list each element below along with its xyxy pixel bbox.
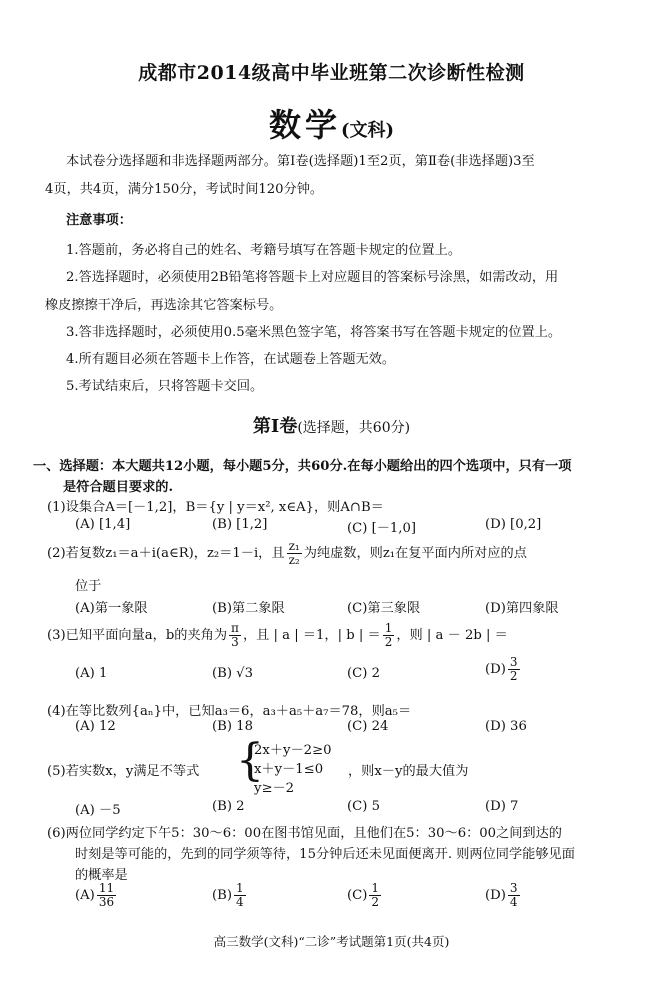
q6-option-c	[347, 882, 383, 909]
q4-option-d: (D) 36	[485, 719, 527, 734]
q3-stem-c: ，则 | a － 2b | ＝	[396, 628, 508, 643]
q2-stem-b: 为纯虚数，则z₁在复平面内所对应的点	[303, 546, 527, 561]
q3-stem-b: ，且 | a | ＝1，| b | ＝	[242, 628, 381, 643]
q3-fraction-angle	[229, 622, 241, 649]
q6-option-a-fraction	[97, 882, 116, 909]
q4-option-a: (A) 12	[75, 719, 116, 734]
section1-line-2: 是符合题目要求的.	[63, 480, 174, 495]
q3-option-d-num: 3	[509, 655, 518, 669]
q6-option-b-num: 1	[235, 881, 244, 895]
q6-option-d-label: (D)	[485, 888, 506, 903]
q6-option-b	[212, 882, 248, 909]
q1-stem: (1)设集合A＝[－1,2]，B＝{y | y＝x², x∈A}，则A∩B＝	[47, 500, 384, 515]
page-footer: 高三数学(文科)“二诊”考试题第1页(共4页)	[213, 934, 450, 949]
q6-stem-line-3: 的概率是	[75, 868, 128, 883]
q3-fraction-b	[383, 622, 395, 649]
q6-option-c-label: (C)	[347, 888, 368, 903]
note-3: 3.答非选择题时，必须使用0.5毫米黑色签字笔，将答案书写在答题卡规定的位置上。	[66, 325, 562, 340]
part1-heading	[0, 412, 663, 438]
q6-option-c-den: 2	[371, 895, 380, 909]
q3-option-d-label: (D)	[485, 662, 506, 677]
q5-option-d: (D) 7	[485, 799, 519, 814]
q6-option-d-den: 4	[509, 895, 518, 909]
section1-line-1: 一、选择题：本大题共12小题，每小题5分，共60分.在每小题给出的四个选项中，只有一项	[33, 459, 572, 474]
q2-option-d: (D)第四象限	[485, 601, 559, 616]
q2-stem-line-2: 位于	[75, 579, 102, 594]
q6-option-d-num: 3	[509, 881, 518, 895]
notes-heading: 注意事项：	[66, 213, 132, 228]
q6-option-b-label: (B)	[212, 888, 232, 903]
q6-option-a-num: 11	[98, 881, 115, 895]
q2-option-c: (C)第三象限	[347, 601, 421, 616]
note-1: 1.答题前，务必将自己的姓名、考籍号填写在答题卡规定的位置上。	[66, 243, 462, 258]
q6-option-a	[75, 882, 118, 909]
q5-option-c: (C) 5	[347, 799, 380, 814]
q3-fraction-angle-num: π	[231, 621, 239, 635]
intro-line-2: 4页，共4页，满分150分，考试时间120分钟。	[45, 182, 324, 197]
q3-fraction-b-num: 1	[384, 621, 393, 635]
note-2b: 橡皮擦擦干净后，再选涂其它答案标号。	[45, 298, 283, 313]
q2-stem	[47, 540, 527, 567]
q3-stem-a: (3)已知平面向量a，b的夹角为	[47, 628, 228, 643]
q6-stem-line-2: 时刻是等可能的，先到的同学须等待，15分钟后还未见面便离开. 则两位同学能够见面	[75, 847, 575, 862]
q2-option-b: (B)第二象限	[212, 601, 285, 616]
q3-option-a: (A) 1	[75, 666, 108, 681]
q6-option-c-fraction	[369, 882, 381, 909]
q2-stem-a: (2)若复数z₁＝a＋i(a∈R)，z₂＝1－i，且	[47, 546, 285, 561]
q1-option-b: (B) [1,2]	[212, 517, 268, 532]
q2-fraction-num: z₁	[288, 539, 300, 553]
q6-option-b-den: 4	[235, 895, 244, 909]
note-2a: 2.答选择题时，必须使用2B铅笔将答题卡上对应题目的答案标号涂黑，如需改动，用	[66, 270, 559, 285]
q5-constraint-1: 2x＋y－2≥0	[254, 743, 332, 758]
q5-stem-a: (5)若实数x，y满足不等式	[47, 764, 200, 779]
note-4: 4.所有题目必须在答题卡上作答，在试题卷上答题无效。	[66, 352, 396, 367]
q6-option-c-num: 1	[371, 881, 380, 895]
q2-fraction-den: z₂	[288, 553, 300, 567]
q3-option-d-fraction	[508, 656, 520, 683]
q5-constraint-3: y≥－2	[254, 781, 295, 796]
q5-option-b: (B) 2	[212, 799, 245, 814]
subject-note: (文科)	[340, 120, 395, 141]
q1-option-d: (D) [0,2]	[485, 517, 542, 532]
q5-constraint-2: x＋y－1≤0	[254, 762, 324, 777]
q1-option-a: (A) [1,4]	[75, 517, 131, 532]
q1-option-c: (C) [－1,0]	[347, 521, 417, 536]
part1-note: (选择题，共60分)	[297, 420, 411, 436]
q3-option-c: (C) 2	[347, 666, 380, 681]
q6-option-d	[485, 882, 522, 909]
part1-title: 第Ⅰ卷	[252, 416, 298, 437]
q6-option-a-den: 36	[98, 895, 115, 909]
q5-brace: {	[236, 735, 264, 786]
q6-stem-line-1: (6)两位同学约定下午5：30～6：00在图书馆见面，且他们在5：30～6：00之间到达的	[47, 826, 562, 841]
q3-option-d-den: 2	[509, 669, 518, 683]
note-5: 5.考试结束后，只将答题卡交回。	[66, 379, 264, 394]
q5-constraints	[254, 741, 331, 798]
exam-title: 成都市2014级高中毕业班第二次诊断性检测	[138, 62, 525, 84]
q2-fraction	[287, 540, 302, 567]
q4-stem: (4)在等比数列{aₙ}中，已知a₃＝6，a₃＋a₅＋a₇＝78，则a₅＝	[47, 704, 412, 719]
q2-option-a: (A)第一象限	[75, 601, 148, 616]
q3-fraction-b-den: 2	[384, 635, 393, 649]
q5-option-a: (A) －5	[75, 803, 121, 818]
q6-option-d-fraction	[508, 882, 520, 909]
q3-option-b: (B) √3	[212, 666, 253, 681]
q3-option-d	[485, 656, 522, 683]
q3-stem	[47, 622, 508, 649]
q4-option-c: (C) 24	[347, 719, 389, 734]
q6-option-b-fraction	[234, 882, 246, 909]
q6-option-a-label: (A)	[75, 888, 95, 903]
q3-fraction-angle-den: 3	[231, 635, 239, 649]
subject-name: 数学	[268, 106, 341, 144]
q5-stem-b: ，则x－y的最大值为	[348, 764, 469, 779]
intro-line-1: 本试卷分选择题和非选择题两部分。第Ⅰ卷(选择题)1至2页，第Ⅱ卷(非选择题)3至	[66, 154, 535, 169]
subject-heading	[0, 100, 663, 146]
q4-option-b: (B) 18	[212, 719, 253, 734]
